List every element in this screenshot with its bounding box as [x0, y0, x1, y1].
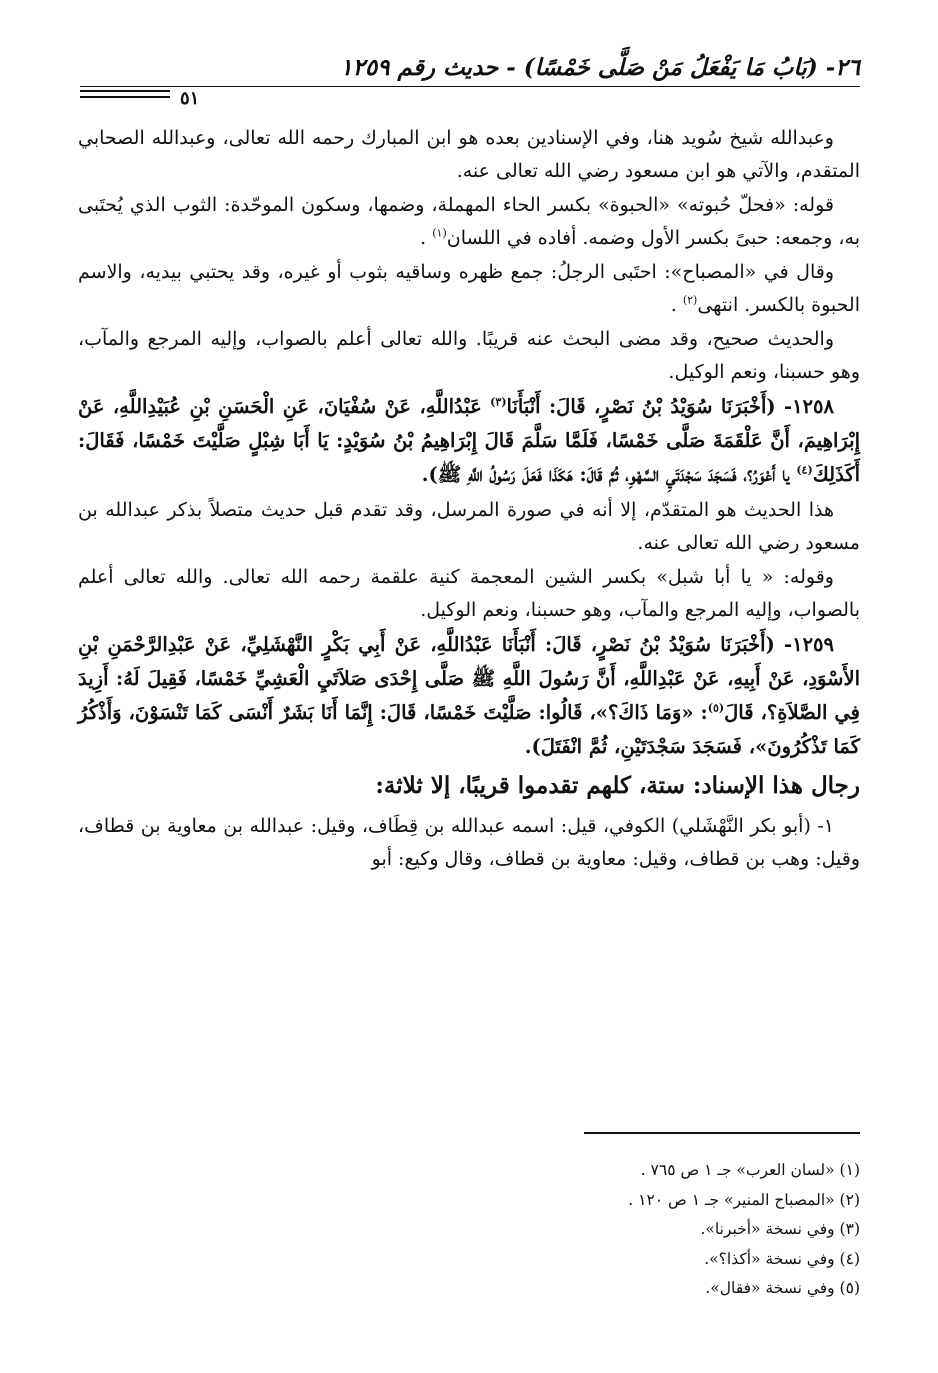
- footnote: (٢) «المصباح المنير» جـ ١ ص ١٢٠ .: [628, 1190, 860, 1209]
- paragraph: [78, 122, 860, 187]
- hadith-text: ١٢٥٩- (أَخْبَرَنَا سُوَيْدُ بْنُ نَصْرٍ، قَالَ: أَنْبَأَنَا عَبْدُاللَّهِ، عَنْ أَبِي بَكْرٍ النَّهْشَلِيِّ، عَنْ عَبْدِالرَّحْمَنِ بْنِ الأَسْوَدِ، عَنْ أَبِيهِ، عَنْ عَبْدِاللَّهِ، أَنَّ رَسُولَ اللَّهِ ﷺ صَلَّى إِحْدَى صَلاَتَيِ الْعَشِيِّ خَمْسًا، فَقِيلَ لَهُ: أَزِيدَ فِي الصَّلاَةِ؟، قَالَ: [78, 633, 860, 724]
- paragraph-end: .: [670, 293, 683, 316]
- paragraph: [78, 323, 860, 388]
- footnotes: [360, 1156, 860, 1304]
- paragraph-text: وعبدالله شيخ سُويد هنا، وفي الإسنادين بعده هو ابن المبارك رحمه الله تعالى، وعبدالله الصحابي المتقدم، والآتي هو ابن مسعود رضي الله تعالى عنه.: [78, 127, 860, 182]
- footnote-separator: [584, 1132, 860, 1134]
- footnote: (٣) وفي نسخة «أخبرنا».: [700, 1220, 860, 1238]
- hadith-text: يا أَعْوَرُ؟، فَسَجَدَ سَجْدَتَيِ السَّهْوِ، ثُمَّ قَالَ: هَكَذَا فَعَلَ رَسُولُ اللَّهِ ﷺ).: [421, 463, 790, 486]
- paragraph-text: وقوله: « يا أبا شبل» بكسر الشين المعجمة كنية علقمة رحمه الله تعالى. والله تعالى أعلم بالصواب، وإليه المرجع والمآب، وهو حسبنا، ونعم الوكيل.: [78, 566, 860, 621]
- header-title: ٢٦- (بَابُ مَا يَفْعَلُ مَنْ صَلَّى خَمْسًا) - حديث رقم ١٢٥٩: [340, 54, 860, 81]
- paragraph: [78, 810, 860, 875]
- paragraph-text: هذا الحديث هو المتقدّم، إلا أنه في صورة المرسل، وقد تقدم قبل حديث متصلاً بذكر عبدالله بن مسعود رضي الله تعالى عنه.: [78, 499, 860, 554]
- footnote-mark: (٥): [707, 701, 725, 715]
- paragraph: [78, 494, 860, 559]
- hadith-1259: [78, 628, 860, 764]
- footnote: (١) «لسان العرب» جـ ١ ص ٧٦٥ .: [640, 1161, 860, 1179]
- hadith-text: ١٢٥٨- (أَخْبَرَنَا سُوَيْدُ بْنُ نَصْرٍ، قَالَ: أَنْبَأَنَا: [506, 395, 834, 418]
- page-number: ٥١: [180, 88, 200, 109]
- paragraph-end: .: [420, 226, 433, 249]
- footnote: (٥) وفي نسخة «فقال».: [705, 1279, 860, 1297]
- footnote-mark: (٣): [490, 395, 507, 409]
- footnote: (٤) وفي نسخة «أكذا؟».: [704, 1249, 860, 1268]
- paragraph-text: قوله: «فحلّ حُبوته» «الحبوة» بكسر الحاء المهملة، وضمها، وسكون الموحّدة: الثوب الذي يُحتَبى به، وجمعه: حبىً بكسر الأول وضمه. أفاده في اللسان: [78, 194, 860, 249]
- page-number-rule-top: [80, 90, 170, 92]
- page-number-area: [80, 86, 230, 109]
- paragraph-text: ١- (أبو بكر النَّهْشَلي) الكوفي، قيل: اسمه عبدالله بن قِطَاف، وقيل: عبدالله بن معاوية بن قطاف، وقيل: وهب بن قطاف، وقيل: معاوية بن قطاف، وقال وكيع: أبو: [78, 815, 860, 870]
- paragraph-text: وقال في «المصباح»: احتَبى الرجلُ: جمع ظهره وساقيه بثوب أو غيره، وقد يحتبي بيديه، والاسم الحبوة بالكسر. انتهى: [78, 261, 860, 316]
- paragraph: [78, 256, 860, 321]
- footnote-mark: (١): [432, 226, 447, 240]
- hadith-1258: [78, 390, 860, 492]
- hadith-text: عَبْدُاللَّهِ، عَنْ سُفْيَانَ، عَنِ الْحَسَنِ بْنِ عُبَيْدِاللَّهِ، عَنْ إِبْرَاهِيمَ، أَنَّ عَلْقَمَةَ صَلَّى خَمْسًا، فَلَمَّا سَلَّمَ قَالَ إِبْرَاهِيمُ بْنُ سُوَيْدٍ: يَا أَبَا شِبْلٍ صَلَّيْتَ خَمْسًا، فَقَالَ: أَكَذَلِكَ: [78, 395, 860, 486]
- paragraph-text: والحديث صحيح، وقد مضى البحث عنه قريبًا. والله تعالى أعلم بالصواب، وإليه المرجع والمآب، وهو حسبنا، ونعم الوكيل.: [78, 328, 860, 383]
- footnote-mark: (٤): [796, 463, 813, 477]
- main-text: [78, 122, 860, 875]
- page-number-rule-bottom: [80, 96, 170, 98]
- hadith-text: : «وَمَا ذَاكَ؟»، قَالُوا: صَلَّيْتَ خَمْسًا، قَالَ: إِنَّمَا أَنَا بَشَرٌ أَنْسَى كَمَا تَنْسَوْنَ، وَأَذْكُرُ كَمَا تَذْكُرُونَ»، فَسَجَدَ سَجْدَتَيْنِ، ثُمَّ انْفَتَلَ).: [78, 701, 860, 758]
- footnote-mark: (٢): [682, 293, 698, 307]
- paragraph: [78, 189, 860, 254]
- running-header: [80, 52, 860, 109]
- paragraph: [78, 561, 860, 626]
- section-heading: رجال هذا الإسناد: ستة، كلهم تقدموا قريبًا، إلا ثلاثة:: [375, 772, 860, 799]
